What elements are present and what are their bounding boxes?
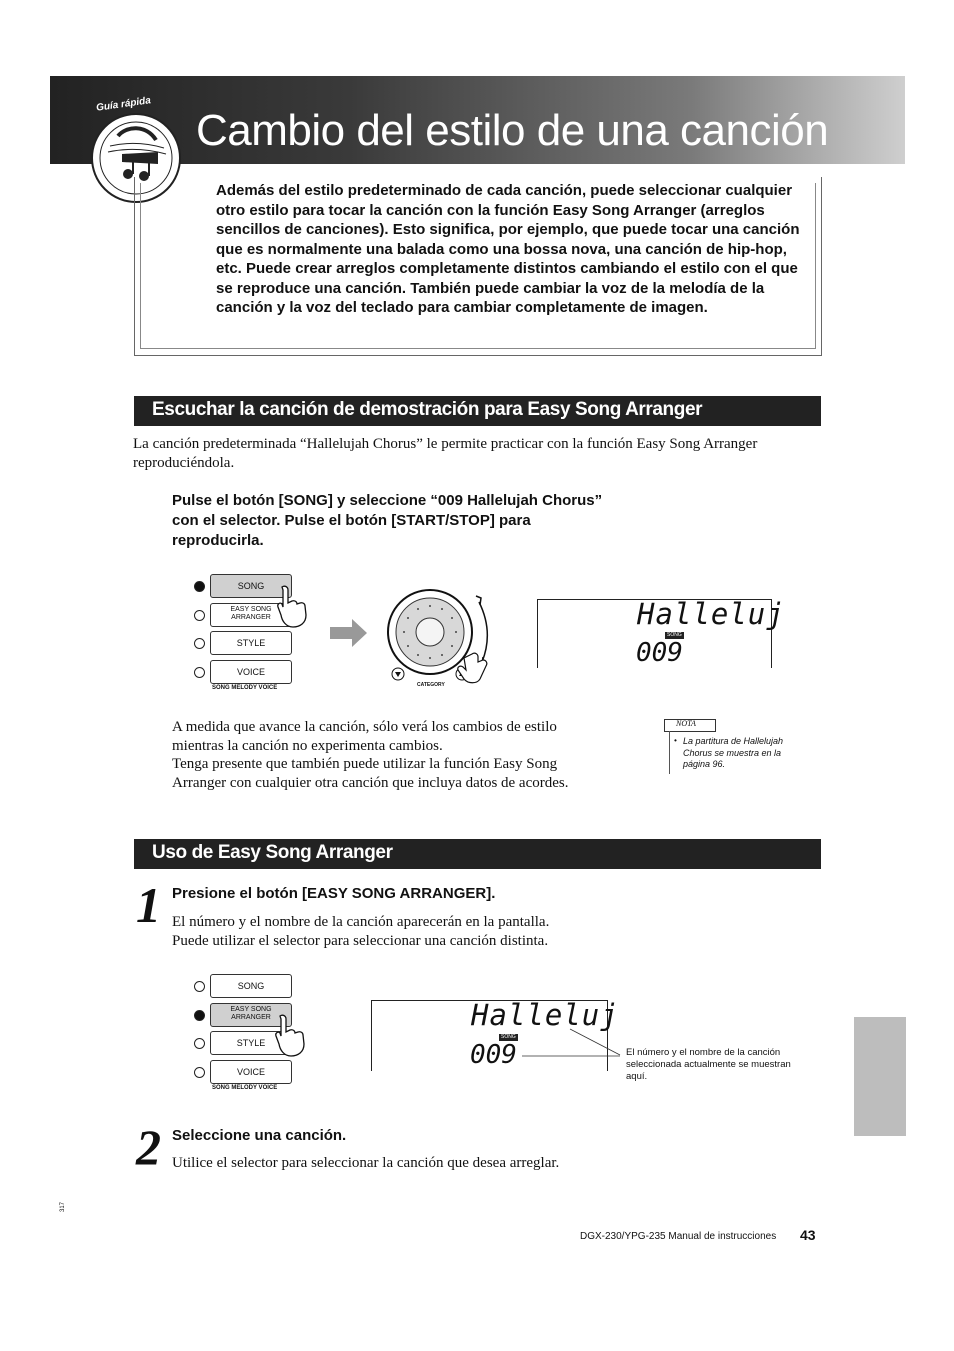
lcd-song-tag-1: SONG [667, 632, 682, 638]
lcd-song-name-2: Halleluj [471, 998, 619, 1032]
song-button[interactable]: SONG [210, 574, 292, 598]
voice-button[interactable]: VOICE [210, 1060, 292, 1084]
page-title: Cambio del estilo de una canción [196, 106, 829, 155]
step1-title: Presione el botón [EASY SONG ARRANGER]. [172, 885, 496, 902]
voice-led [194, 1067, 205, 1078]
demo-body [172, 718, 632, 792]
pointing-hand-icon [276, 585, 310, 629]
step2-text: Utilice el selector para seleccionar la canción que desea arreglar. [172, 1155, 560, 1171]
panel-caption: SONG MELODY VOICE [212, 1085, 278, 1091]
easy-song-arranger-led [194, 610, 205, 621]
style-led [194, 638, 205, 649]
easy-song-arranger-button[interactable]: EASY SONG ARRANGER [210, 603, 292, 627]
demo-body-line: Tenga presente que también puede utilizar la función Easy Song [172, 756, 558, 772]
note-text: La partitura de Hallelujah Chorus se muestra en la página 96. [683, 736, 784, 769]
voice-led [194, 667, 205, 678]
easy-song-arranger-led [194, 1010, 205, 1021]
footer-manual: DGX-230/YPG-235 Manual de instrucciones [580, 1231, 777, 1242]
lcd-song-name-1: Halleluj [637, 597, 785, 631]
page-number: 43 [800, 1227, 816, 1243]
logo-text: Guía rápida [95, 95, 152, 114]
note-bullet: • [674, 736, 677, 745]
song-button[interactable]: SONG [210, 974, 292, 998]
chapter-side-tab [854, 1017, 906, 1136]
lcd-song-number-1: 009 [636, 638, 683, 668]
intro-text: Además del estilo predeterminado de cada canción, puede seleccionar cualquier otro estilo para tocar la canción con la función Easy Song Arranger (arreglos sencillos de canciones). Esto significa, por ejemplo, que puede tocar una canción que es normalmente una balada como una bossa nova, una canción de hip-hop, etc. Puede crear arreglos completamente distintos cambiando el estilo con el que se reproduce una canción. También puede cambiar la voz de la melodía de la canción y la voz del teclado para cambiar completamente de imagen. [216, 182, 800, 316]
demo-instruction: Pulse el botón [SONG] y seleccione “009 Hallelujah Chorus” con el selector. Pulse el botón [START/STOP] para reproducirla. [172, 492, 603, 549]
style-button[interactable]: STYLE [210, 1031, 292, 1055]
step2-title: Seleccione una canción. [172, 1127, 347, 1144]
dial-label: CATEGORY [417, 682, 445, 688]
section-title-demo: Escuchar la canción de demostración para Easy Song Arranger [152, 399, 703, 420]
demo-body-line: mientras la canción no experimenta cambios. [172, 737, 443, 754]
style-button[interactable]: STYLE [210, 631, 292, 655]
lcd-song-tag-2: SONG [501, 1034, 516, 1040]
selector-dial[interactable] [384, 584, 502, 692]
note-rule [669, 731, 670, 774]
song-led [194, 581, 205, 592]
display-callout: El número y el nombre de la canción seleccionada actualmente se muestran aquí. [626, 1047, 791, 1082]
section-title-usage: Uso de Easy Song Arranger [152, 842, 393, 863]
note-label: NOTA [676, 719, 696, 728]
panel-caption: SONG MELODY VOICE [212, 685, 278, 691]
style-led [194, 1038, 205, 1049]
easy-song-arranger-button[interactable]: EASY SONG ARRANGER [210, 1003, 292, 1027]
step-number-2: 2 [136, 1119, 161, 1175]
step1-body [172, 913, 672, 950]
voice-button[interactable]: VOICE [210, 660, 292, 684]
pointing-hand-icon [274, 1014, 308, 1058]
arrow-right-icon [330, 618, 368, 648]
demo-body-line: Arranger con cualquier otra canción que incluya datos de acordes. [172, 774, 569, 791]
song-led [194, 981, 205, 992]
lcd-song-number-2: 009 [470, 1040, 517, 1070]
step1-line: El número y el nombre de la canción aparecerán en la pantalla. [172, 914, 550, 930]
section-demo-paragraph: La canción predeterminada “Hallelujah Chorus” le permite practicar con la función Easy Song Arranger reproduciéndola. [133, 436, 758, 471]
side-code: 317 [60, 1201, 66, 1212]
step1-line: Puede utilizar el selector para seleccionar una canción distinta. [172, 932, 549, 949]
callout-lines [520, 1025, 625, 1065]
step-number-1: 1 [136, 877, 161, 933]
demo-body-line: A medida que avance la canción, sólo verá los cambios de estilo [172, 719, 557, 735]
